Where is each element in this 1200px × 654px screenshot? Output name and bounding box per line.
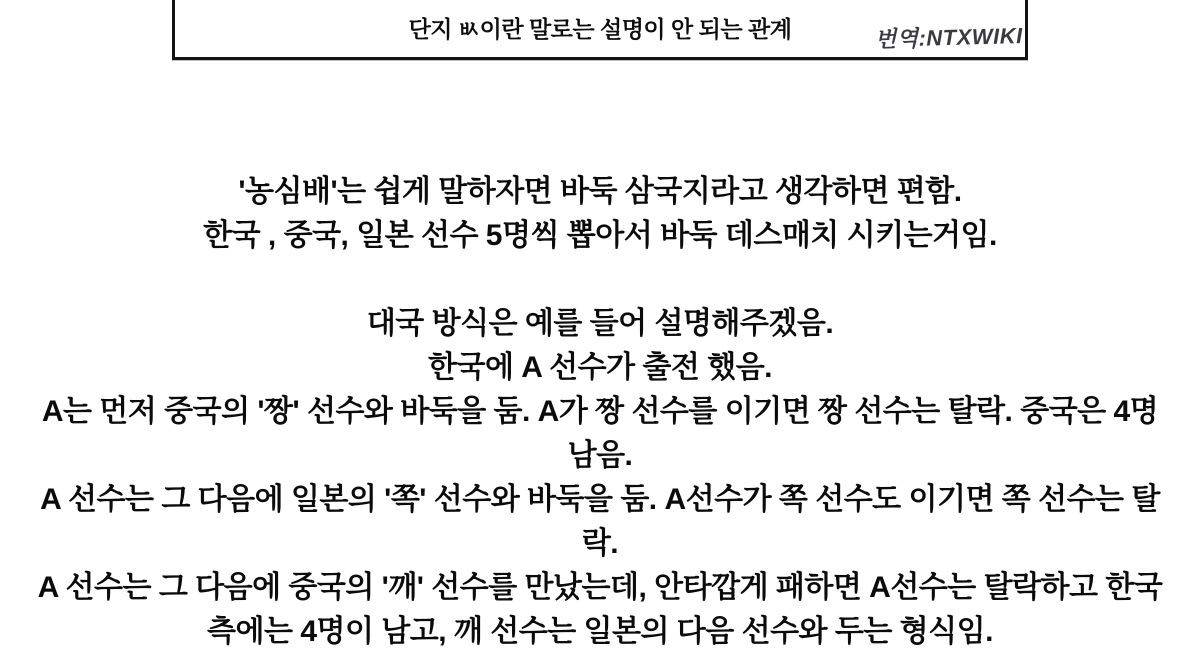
body-line: 대국 방식은 예를 들어 설명해주겠음.	[366, 307, 834, 340]
translator-credit: 번역:NTXWIKI	[874, 23, 1024, 52]
body-line-blank	[0, 258, 1200, 302]
body-line: '농심배'는 쉽게 말하자면 바둑 삼국지라고 생각하면 편함.	[238, 175, 962, 208]
body-line: 락.	[581, 527, 619, 560]
body-line: 한국 , 중국, 일본 선수 5명씩 뽑아서 바둑 데스매치 시키는거임.	[203, 219, 997, 252]
body-line: 한국에 A 선수가 출전 했음.	[427, 351, 773, 384]
body-line: A 선수는 그 다음에 중국의 '깨' 선수를 만났는데, 안타깝게 패하면 A선수는 탈락하고 한국	[37, 571, 1163, 604]
body-text	[0, 170, 1200, 654]
page-title: 단지 ㅄ이란 말로는 설명이 안 되는 관계	[408, 16, 792, 42]
body-line: A 선수는 그 다음에 일본의 '쪽' 선수와 바둑을 둠. A선수가 쪽 선수도 이기면 쪽 선수는 탈	[40, 483, 1160, 516]
title-box	[172, 0, 1028, 60]
body-line: 남음.	[567, 439, 633, 472]
body-line: A는 먼저 중국의 '짱' 선수와 바둑을 둠. A가 짱 선수를 이기면 짱 선수는 탈락. 중국은 4명	[41, 395, 1159, 428]
body-line-clipped: 측에는 4명이 남고, 깨 선수는 일본의 다음 선수와 두는 형식임.	[207, 615, 993, 648]
